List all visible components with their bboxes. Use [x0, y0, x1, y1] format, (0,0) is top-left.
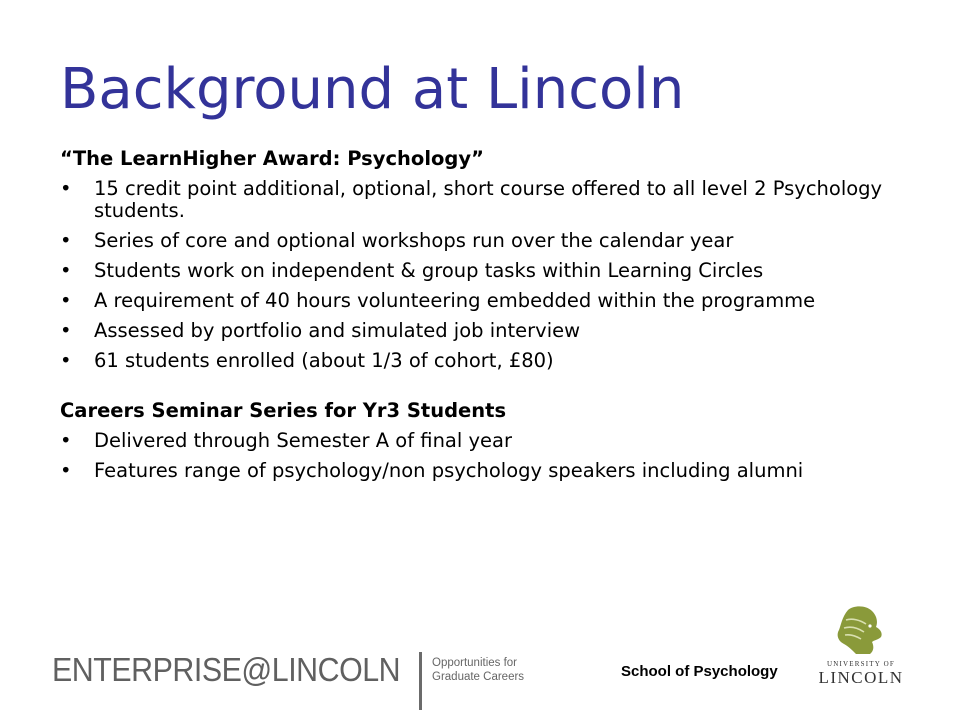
list-item [60, 290, 920, 312]
list-item [60, 230, 920, 252]
list-item [60, 430, 920, 452]
bullet-icon: • [60, 459, 72, 482]
bullet-icon: • [60, 259, 72, 282]
slide-body [60, 148, 920, 490]
bullet-text: Features range of psychology/non psychology speakers including alumni [94, 459, 804, 482]
bullet-list-careers [60, 430, 920, 482]
list-item [60, 260, 920, 282]
university-lincoln-label: LINCOLN [818, 668, 904, 687]
bullet-text: 61 students enrolled (about 1/3 of cohort, £80) [94, 349, 554, 372]
tagline-line-1: Opportunities for [432, 657, 518, 669]
bullet-text: Series of core and optional workshops run over the calendar year [94, 229, 734, 252]
list-item [60, 178, 920, 222]
bullet-icon: • [60, 289, 72, 312]
list-item [60, 320, 920, 342]
logo-divider [419, 652, 422, 710]
bullet-list-learnhigher [60, 178, 920, 372]
bullet-text: Assessed by portfolio and simulated job interview [94, 319, 581, 342]
bullet-icon: • [60, 349, 72, 372]
bullet-icon: • [60, 177, 72, 200]
university-of-label: UNIVERSITY OF [826, 660, 896, 668]
bullet-text: A requirement of 40 hours volunteering embedded within the programme [94, 289, 816, 312]
list-item [60, 350, 920, 372]
bullet-text: Students work on independent & group tasks within Learning Circles [94, 259, 764, 282]
bullet-icon: • [60, 429, 72, 452]
tagline-line-2: Graduate Careers [432, 671, 525, 683]
bullet-text: Delivered through Semester A of final year [94, 429, 512, 452]
bullet-text: 15 credit point additional, optional, short course offered to all level 2 Psychology students. [94, 177, 883, 222]
bullet-icon: • [60, 229, 72, 252]
logo-tagline [432, 656, 542, 684]
enterprise-lincoln-logo [52, 650, 430, 690]
list-item [60, 460, 920, 482]
enterprise-logo-text: ENTERPRISE@LINCOLN [52, 651, 401, 688]
slide-title: Background at Lincoln [60, 57, 685, 122]
minerva-head-icon [830, 604, 886, 656]
school-name: School of Psychology [621, 663, 778, 680]
bullet-icon: • [60, 319, 72, 342]
section-heading-learnhigher: “The LearnHigher Award: Psychology” [60, 147, 484, 170]
section-heading-careers: Careers Seminar Series for Yr3 Students [60, 399, 507, 422]
